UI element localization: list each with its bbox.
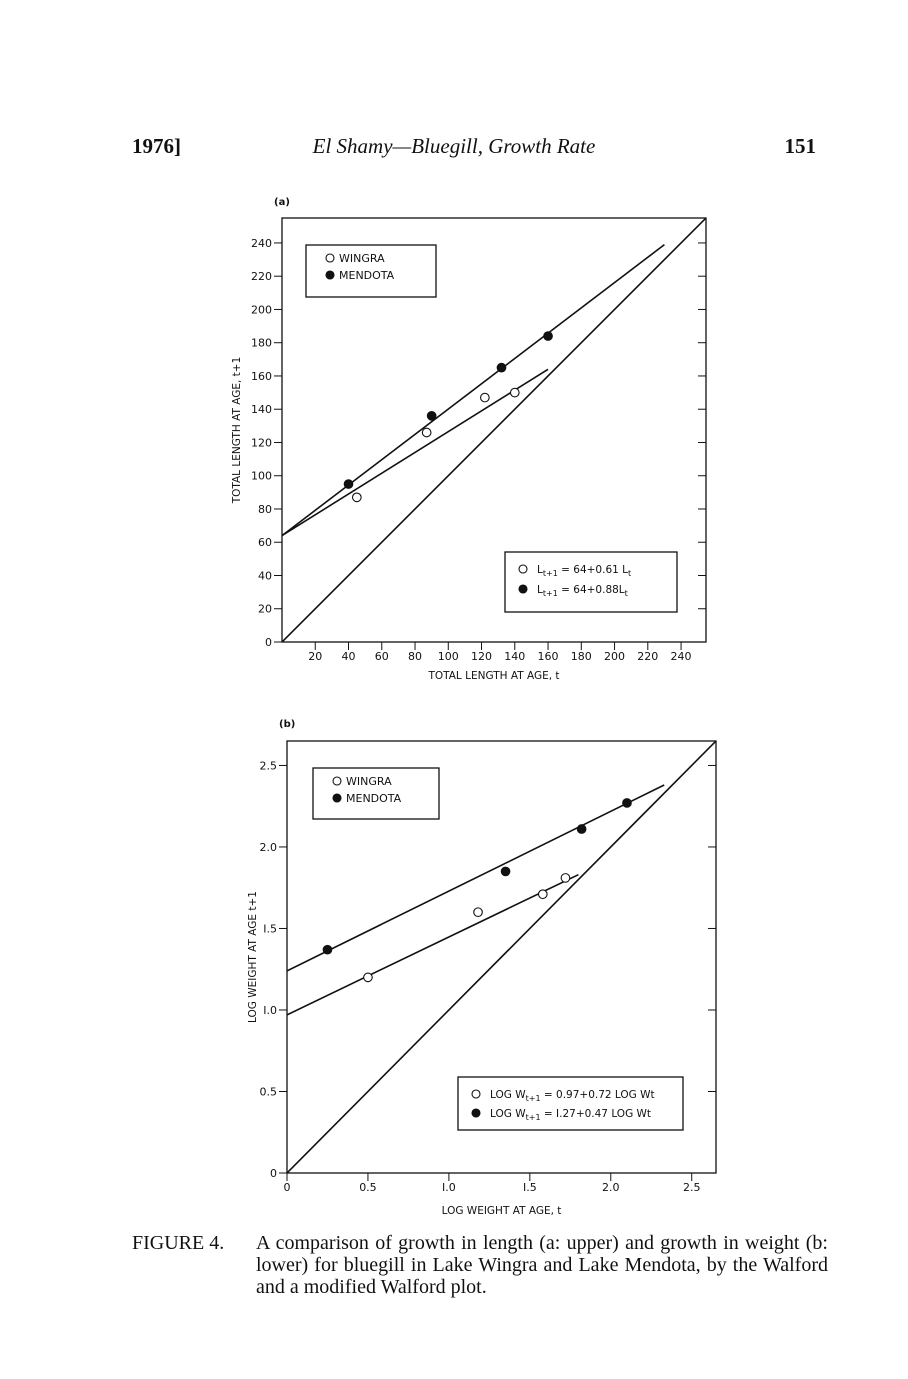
y-axis-label: TOTAL LENGTH AT AGE, t+1 [231, 356, 243, 504]
x-tick-label: 0.5 [359, 1181, 377, 1194]
x-tick-label: 180 [570, 650, 592, 663]
y-tick-label: 2.0 [259, 840, 277, 854]
equation-marker-mendota [472, 1109, 480, 1117]
caption-label: FIGURE 4. [132, 1232, 225, 1254]
y-tick-label: 220 [251, 270, 272, 284]
x-tick-label: 240 [670, 650, 692, 663]
chart-panel-b [247, 719, 716, 1217]
y-tick-label: I.5 [263, 922, 277, 936]
point-wingra [422, 428, 431, 437]
legend-marker-wingra [333, 777, 341, 785]
point-mendota [623, 799, 632, 808]
fit-line-wingra [282, 369, 548, 535]
equation-text-mendota: LOG $W_{t+1} = I.27+0.47$ LOG Wt [490, 1108, 652, 1122]
x-tick-label: 40 [341, 650, 356, 663]
equation-box [505, 552, 677, 612]
x-tick-label: 100 [437, 650, 459, 663]
point-wingra [481, 393, 490, 402]
point-mendota [501, 867, 510, 876]
point-wingra [474, 908, 483, 917]
equation-marker-mendota [519, 585, 527, 593]
y-tick-label: 40 [258, 569, 272, 583]
point-wingra [561, 874, 570, 883]
running-title: El Shamy—Bluegill, Growth Rate [312, 134, 596, 158]
y-tick-label: 20 [258, 602, 272, 616]
y-tick-label: 240 [251, 236, 272, 250]
y-tick-label: 180 [251, 336, 272, 350]
equation-text-wingra: LOG $W_{t+1} = 0.97+0.72$ LOG Wt [490, 1089, 655, 1103]
point-mendota [497, 363, 506, 372]
point-wingra [510, 388, 519, 397]
x-tick-label: 2.0 [602, 1181, 620, 1194]
x-tick-label: 220 [637, 650, 659, 663]
legend-marker-mendota [326, 271, 334, 279]
page-number: 151 [784, 134, 816, 158]
panel-label: (b) [279, 719, 296, 730]
x-tick-label: 20 [308, 650, 323, 663]
legend-marker-wingra [326, 254, 334, 262]
point-mendota [344, 480, 353, 489]
legend-label-mendota: MENDOTA [339, 269, 395, 282]
chart-panel-a [231, 197, 706, 682]
x-tick-label: 60 [374, 650, 389, 663]
header-year: 1976] [132, 134, 181, 158]
y-tick-label: 0 [270, 1167, 277, 1180]
equation-marker-wingra [472, 1090, 480, 1098]
y-tick-label: 140 [251, 403, 272, 417]
y-tick-label: 100 [251, 469, 272, 483]
x-axis-label: LOG WEIGHT AT AGE, t [441, 1205, 562, 1217]
y-tick-label: I.0 [263, 1003, 277, 1017]
x-tick-label: 140 [504, 650, 526, 663]
panel-label: (a) [274, 197, 290, 208]
point-wingra [353, 493, 362, 502]
y-tick-label: 120 [251, 436, 272, 450]
x-tick-label: 80 [408, 650, 423, 663]
x-tick-label: I.0 [442, 1181, 456, 1194]
caption-text: A comparison of growth in length (a: upper) and growth in weight (b: lower) for bluegill in Lake Wingra and Lake Mendota, by the Walford and a modified Walford plot. [256, 1232, 828, 1298]
point-mendota [577, 825, 586, 834]
y-tick-label: 200 [251, 303, 272, 317]
x-tick-label: 0 [283, 1181, 291, 1194]
point-wingra [364, 973, 373, 982]
x-tick-label: 200 [604, 650, 626, 663]
x-tick-label: 160 [537, 650, 559, 663]
legend-label-wingra: WINGRA [346, 775, 392, 788]
legend-marker-mendota [333, 794, 341, 802]
equation-box [458, 1077, 683, 1130]
equation-text-wingra: $L_{t+1} = 64+0.61$ $L_t$ [537, 564, 632, 578]
point-mendota [544, 332, 553, 341]
x-tick-label: I.5 [522, 1181, 537, 1194]
x-axis-label: TOTAL LENGTH AT AGE, t [428, 670, 560, 682]
y-axis-label: LOG WEIGHT AT AGE t+1 [247, 891, 259, 1023]
legend-label-wingra: WINGRA [339, 252, 385, 265]
y-tick-label: 2.5 [259, 759, 277, 773]
y-tick-label: 0 [265, 636, 272, 649]
y-tick-label: 0.5 [259, 1085, 277, 1099]
fit-line-wingra [287, 875, 578, 1015]
point-mendota [427, 412, 436, 421]
equation-text-mendota: $L_{t+1} = 64+0.88L_t$ [537, 584, 628, 598]
point-wingra [538, 890, 547, 899]
y-tick-label: 80 [258, 502, 272, 516]
x-tick-label: 2.5 [682, 1181, 701, 1194]
y-tick-label: 60 [258, 536, 272, 550]
equation-marker-wingra [519, 565, 527, 573]
legend-label-mendota: MENDOTA [346, 792, 402, 805]
x-tick-label: 120 [471, 650, 493, 663]
y-tick-label: 160 [251, 369, 272, 383]
point-mendota [323, 945, 332, 954]
